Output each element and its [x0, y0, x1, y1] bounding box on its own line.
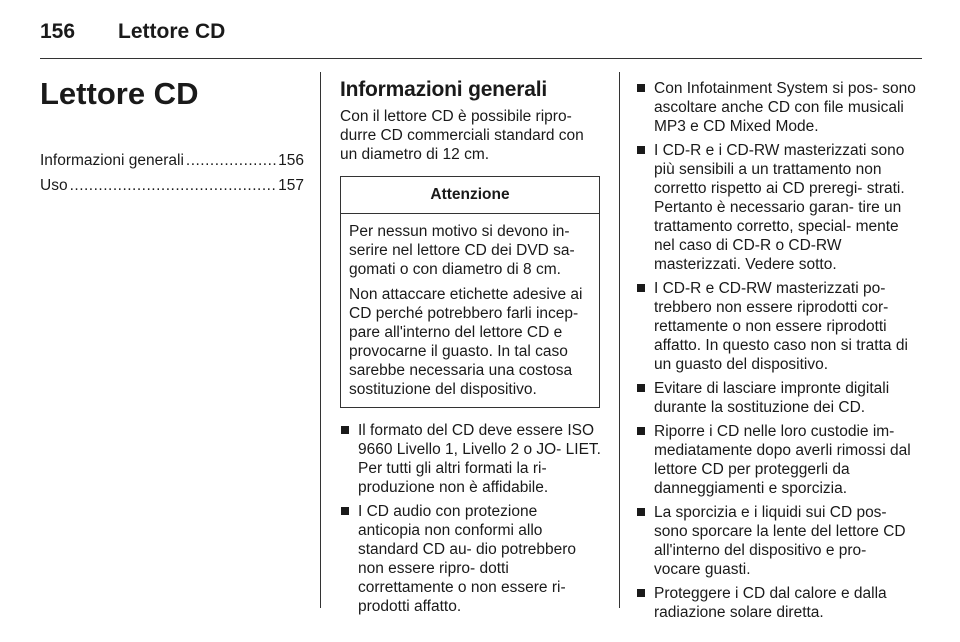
- toc-entry[interactable]: [40, 148, 304, 173]
- list-item: [636, 79, 916, 136]
- bullet-square-icon: [637, 284, 645, 292]
- warning-box: [340, 176, 600, 408]
- toc-entry-page: 157: [278, 177, 304, 194]
- section-title: Informazioni generali: [340, 78, 547, 101]
- page-header: [40, 20, 920, 54]
- list-item-text: La sporcizia e i liquidi sui CD pos- sono sporcare la lente del lettore CD all'interno del dispositivo e pro- vocare guasti.: [654, 504, 906, 578]
- column-divider: [619, 72, 620, 608]
- toc-entry-label: Informazioni generali: [40, 152, 184, 169]
- list-item: [340, 502, 602, 616]
- bullet-square-icon: [341, 426, 349, 434]
- column-divider: [320, 72, 321, 608]
- list-item: [340, 421, 602, 497]
- toc-entry[interactable]: [40, 173, 304, 198]
- bullet-square-icon: [637, 508, 645, 516]
- bullet-square-icon: [637, 146, 645, 154]
- list-item: [636, 379, 916, 417]
- warning-paragraph: Non attaccare etichette adesive ai CD perché potrebbero farli incep- pare all'interno del lettore CD e provocarne il guasto. In tal caso sarebbe necessaria una costosa sostituzione del dispositivo.: [349, 286, 583, 398]
- list-item: [636, 141, 916, 274]
- list-item: [636, 584, 916, 622]
- list-item-text: Il formato del CD deve essere ISO 9660 Livello 1, Livello 2 o JO- LIET. Per tutti gli altri formati la ri- produzione non è affidabile.: [358, 422, 601, 496]
- list-item-text: Con Infotainment System si pos- sono ascoltare anche CD con file musicali MP3 e CD Mixed Mode.: [654, 80, 916, 135]
- list-item-text: I CD-R e CD-RW masterizzati po- trebbero non essere riprodotti cor- rettamente o non essere riprodotti affatto. In questo caso non si tratta di un guasto del dispositivo.: [654, 280, 908, 373]
- running-title: Lettore CD: [118, 20, 226, 43]
- middle-column: [340, 76, 602, 621]
- toc-leader-dots: [70, 173, 277, 198]
- list-item-text: I CD-R e i CD-RW masterizzati sono più sensibili a un trattamento non corretto rispetto ai CD preregi- strati. Pertanto è necessario garan- tire un trattamento corretto, special- mente nel caso di CD-R o CD-RW masterizzati. Vedere sotto.: [654, 142, 905, 273]
- warning-heading: Attenzione: [341, 177, 599, 214]
- list-item: [636, 422, 916, 498]
- toc-leader-dots: [186, 148, 276, 173]
- toc-entry-label: Uso: [40, 177, 68, 194]
- right-column: [636, 79, 916, 627]
- list-item-text: I CD audio con protezione anticopia non conformi allo standard CD au- dio potrebbero non essere ripro- dotti correttamente o non essere ri- prodotti affatto.: [358, 503, 576, 615]
- bullet-square-icon: [637, 427, 645, 435]
- bullet-square-icon: [637, 589, 645, 597]
- table-of-contents: [40, 148, 304, 198]
- list-item-text: Riporre i CD nelle loro custodie im- mediatamente dopo averli rimossi dal lettore CD per proteggerli da danneggiamenti e sporcizia.: [654, 423, 911, 497]
- list-item: [636, 279, 916, 374]
- left-column: [40, 76, 304, 198]
- list-item-text: Evitare di lasciare impronte digitali durante la sostituzione dei CD.: [654, 380, 890, 416]
- bullet-square-icon: [637, 384, 645, 392]
- intro-paragraph: Con il lettore CD è possibile ripro- durre CD commerciali standard con un diametro di 12 cm.: [340, 108, 584, 163]
- bullet-square-icon: [341, 507, 349, 515]
- bullet-list: [636, 79, 916, 622]
- warning-body: [341, 214, 599, 407]
- toc-entry-page: 156: [278, 152, 304, 169]
- bullet-list: [340, 421, 602, 616]
- chapter-title: Lettore CD: [40, 76, 199, 111]
- list-item: [636, 503, 916, 579]
- header-rule: [40, 58, 922, 59]
- bullet-square-icon: [637, 84, 645, 92]
- warning-paragraph: Per nessun motivo si devono in- serire nel lettore CD dei DVD sa- gomati o con diametro di 8 cm.: [349, 223, 575, 278]
- list-item-text: Proteggere i CD dal calore e dalla radiazione solare diretta.: [654, 585, 887, 621]
- page-number: 156: [40, 20, 76, 43]
